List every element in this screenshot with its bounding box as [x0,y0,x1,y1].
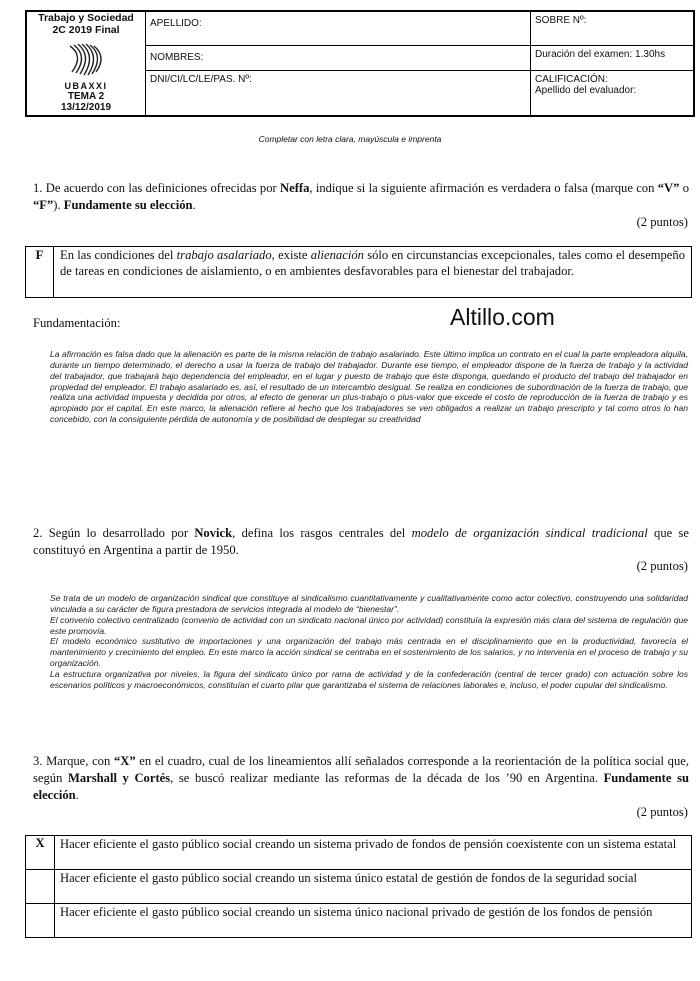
q3-option-text: Hacer eficiente el gasto público social creando un sistema único estatal de gestión de fondos de la seguridad social [60,871,638,885]
q2-answer-paragraph: El convenio colectivo centralizado (convenio de actividad con un sindicato nacional único por actividad) constituía la expresión más clara del sistema de regulación que este promovía. [50,614,688,636]
q1-statement-text: , existe [271,248,311,262]
q2-author: Novick [194,526,233,540]
q1-statement [60,247,685,279]
q2-text: 2. Según lo desarrollado por [33,526,195,540]
instructions: Completar con letra clara, mayúscula e imprenta [258,134,442,144]
calificacion-cell [531,71,693,115]
q3-option-text: Hacer eficiente el gasto público social creando un sistema privado de fondos de pensión coexistente con un sistema estatal [60,837,677,851]
q1-statement-italic: alienación [310,248,364,262]
course-name: Trabajo y Sociedad [38,12,134,24]
dni-label: DNI/CI/LC/LE/PAS. Nº: [150,74,252,85]
q1-statement-italic: trabajo asalariado [176,248,272,262]
q1-text: ). [53,198,64,212]
q2-answer-paragraph: Se trata de un modelo de organización sindical que constituye al sindicalismo cuantitativamente y cualitativamente como actor colectivo, construyendo una solidaridad vinculada a su carácter de figura prestadora de servicios integrada al modelo de “bienestar”. [50,593,688,614]
calificacion-label: CALIFICACIÓN: [535,74,608,85]
q3-option-row [26,836,691,870]
q3-option-mark[interactable] [26,904,55,937]
q2-text: que se constituyó en Argentina a partir de 1950. [33,526,690,557]
q2-answer[interactable] [50,593,688,691]
q1-text: . [192,198,196,212]
sobre-field[interactable] [531,12,693,46]
nombres-label: NOMBRES: [150,52,204,63]
q1-f: “F” [33,198,54,212]
exam-period: 2C 2019 Final [52,24,120,36]
question-1 [33,180,689,214]
q3-x: “X” [113,754,136,768]
q2-points: (2 puntos) [636,559,688,573]
q3-option-mark[interactable]: X [26,836,55,869]
q2-italic: modelo de organización sindical tradicional [411,526,648,540]
exam-date: 13/12/2019 [60,102,112,113]
duracion-label: Duración del examen: 1.30hs [535,49,666,60]
apellido-field[interactable] [146,12,531,46]
q3-options-table [25,835,692,938]
exam-header [25,10,695,117]
q3-bold: Fundamente su elección [33,771,689,802]
q3-authors: Marshall y Cortés [67,771,171,785]
q1-bold: Fundamente su elección [63,198,193,212]
q1-v: “V” [657,181,680,195]
q2-answer-paragraph: La estructura organizativa por niveles, la figura del sindicato único por rama de actividad y de la confederación (central de tercer grado) con actuación sobre los escenarios políticos y macroeconómicos, constituían el cuarto pilar que garantizaba el sistema de relaciones laborales e, incluso, el poder cupular del sindicalismo. [50,668,688,690]
duracion-cell [531,46,693,71]
q1-text: o [679,181,689,195]
exam-tema: TEMA 2 [67,91,105,102]
q1-statement-box [25,246,692,298]
q3-text: 3. Marque, con [33,754,114,768]
q1-answer[interactable] [50,349,688,425]
q3-text: , se buscó realizar mediante las reformas de la década de los ’90 en Argentina. [170,771,604,785]
q1-points: (2 puntos) [636,215,688,229]
q1-answer-text: La afirmación es falsa dado que la alienación es parte de la misma relación de trabajo asalariado. Este último implica un contrato en el cual la parte empleadora alquila, durante un tiempo determinado, el derecho a usar la fuerza de trabajo del trabajador. Durante ese tiempo, el empleador dispone de la fuerza de trabajo y la actividad del trabajador, que trabajará bajo dependencia del empleador, en el lugar y puesto de trabajo que éste disponga, quedando el producto del trabajo del trabajador en propiedad del empleador. El trabajo asalariado es, así, el resultado de un intercambio desigual. Se realiza en condiciones de subordinación de la fuerza de trabajo, que realiza una actividad impuesta y decidida por otros, al efecto de generar un plus-trabajo o plus-valor que excede el costo de reproducción de la fuerza de trabajo y es apropiado por el capital. En este marco, la alienación refiere al hecho que los trabajadores se ven obligados a realizar un trabajo prescripto y tal como otros lo han concebido, con la consiguiente pérdida de autonomía y de posibilidad de desplegar su creatividad [50,349,688,425]
ubaxxi-label: UBAXXI [64,81,108,91]
watermark: Altillo.com [450,304,555,330]
evaluador-label: Apellido del evaluador: [535,85,637,96]
q3-option-row [26,904,691,937]
sobre-label: SOBRE Nº: [535,15,587,26]
q3-option-mark[interactable] [26,870,55,903]
q2-answer-paragraph: El modelo económico sustitutivo de importaciones y una organización del trabajo más centrada en el disciplinamiento que en la productividad, favorecía el mantenimiento y crecimiento del empleo. En este marco la acción sindical se centraba en el sostenimiento de los salarios, y no intervenía en el proceso de trabajo y su organización. [50,636,688,669]
question-2 [33,525,689,559]
q3-text: en el cuadro, cual de los lineamientos allí señalados corresponde a la reorientación de la política social que, según [33,754,690,785]
exam-info-cell [27,12,146,115]
q3-points: (2 puntos) [636,805,688,819]
dni-field[interactable] [146,71,531,115]
q3-text: . [75,788,79,802]
fundamentacion-label: Fundamentación: [33,316,121,330]
q3-option-row [26,870,691,904]
ubaxxi-logo-icon [64,42,108,80]
q1-statement-text: En las condiciones del [60,248,177,262]
q1-answer-mark[interactable]: F [26,247,54,297]
question-3 [33,753,689,804]
q1-text: 1. De acuerdo con las definiciones ofrecidas por [33,181,281,195]
q2-text: , defina los rasgos centrales del [232,526,412,540]
q3-option-text: Hacer eficiente el gasto público social creando un sistema único nacional privado de gestión de los fondos de pensión [60,905,653,919]
apellido-label: APELLIDO: [150,18,202,29]
nombres-field[interactable] [146,46,531,71]
q1-text: , indique si la siguiente afirmación es verdadera o falsa (marque con [309,181,658,195]
q1-statement-text: sólo en circunstancias excepcionales, tales como el desempeño de tareas en condiciones de aislamiento, o en ambientes desfavorables para el bienestar del trabajador. [60,248,685,278]
q1-author: Neffa [280,181,310,195]
